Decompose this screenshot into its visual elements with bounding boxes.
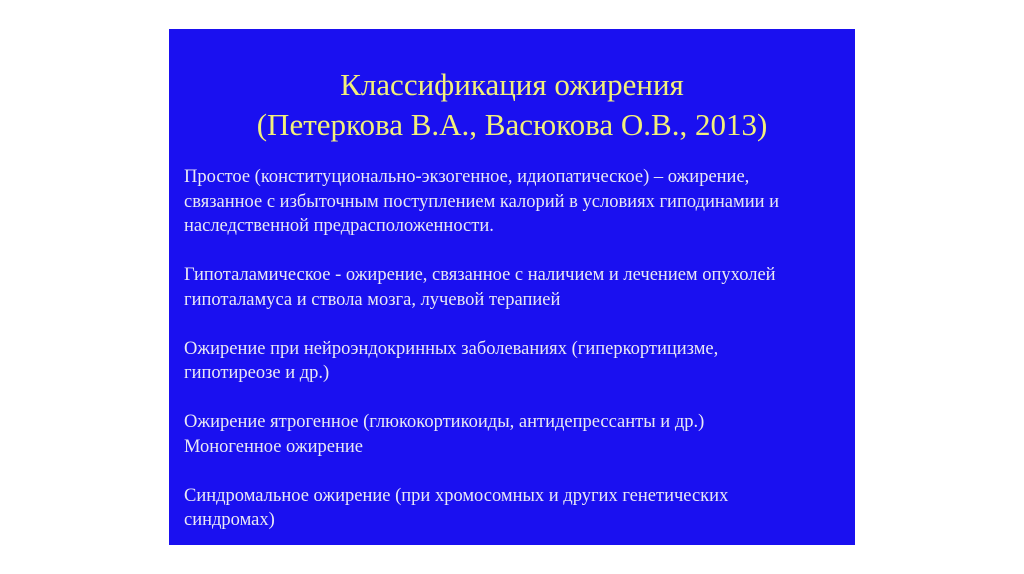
slide xyxy=(169,29,855,545)
paragraph-syndromic-obesity xyxy=(184,484,849,533)
paragraph-neuroendocrine-obesity xyxy=(184,337,849,386)
paragraph-line: Ожирение при нейроэндокринных заболеваниях (гиперкортицизме, xyxy=(184,338,719,359)
paragraph-line: Гипоталамическое - ожирение, связанное с наличием и лечением опухолей xyxy=(184,265,776,285)
paragraph-line: связанное с избыточным поступлением калорий в условиях гиподинамии и xyxy=(184,191,780,212)
paragraph-gap xyxy=(184,459,849,484)
title-line-2: (Петеркова В.А., Васюкова О.В., 2013) xyxy=(256,107,768,142)
paragraph-line: наследственной предрасположенности. xyxy=(184,216,494,236)
paragraph-iatrogenic-monogenic-obesity xyxy=(184,410,849,459)
paragraph-line: Моногенное ожирение xyxy=(184,436,364,457)
paragraph-gap xyxy=(184,386,849,411)
paragraph-line: синдромах) xyxy=(184,510,275,530)
paragraph-simple-obesity xyxy=(184,165,849,239)
title-line-1: Классификация ожирения xyxy=(340,67,684,102)
paragraph-line: гипоталамуса и ствола мозга, лучевой терапией xyxy=(184,289,561,310)
slide-title xyxy=(169,65,855,145)
paragraph-gap xyxy=(184,239,849,264)
paragraph-line: Ожирение ятрогенное (глюкокортикоиды, антидепрессанты и др.) xyxy=(184,412,705,432)
paragraph-gap xyxy=(184,312,849,337)
paragraph-line: Синдромальное ожирение (при хромосомных и других генетических xyxy=(184,485,729,506)
slide-body xyxy=(184,165,849,533)
paragraph-line: гипотиреозе и др.) xyxy=(184,363,330,383)
paragraph-hypothalamic-obesity xyxy=(184,263,849,312)
paragraph-line: Простое (конституционально-экзогенное, идиопатическое) – ожирение, xyxy=(184,167,750,187)
